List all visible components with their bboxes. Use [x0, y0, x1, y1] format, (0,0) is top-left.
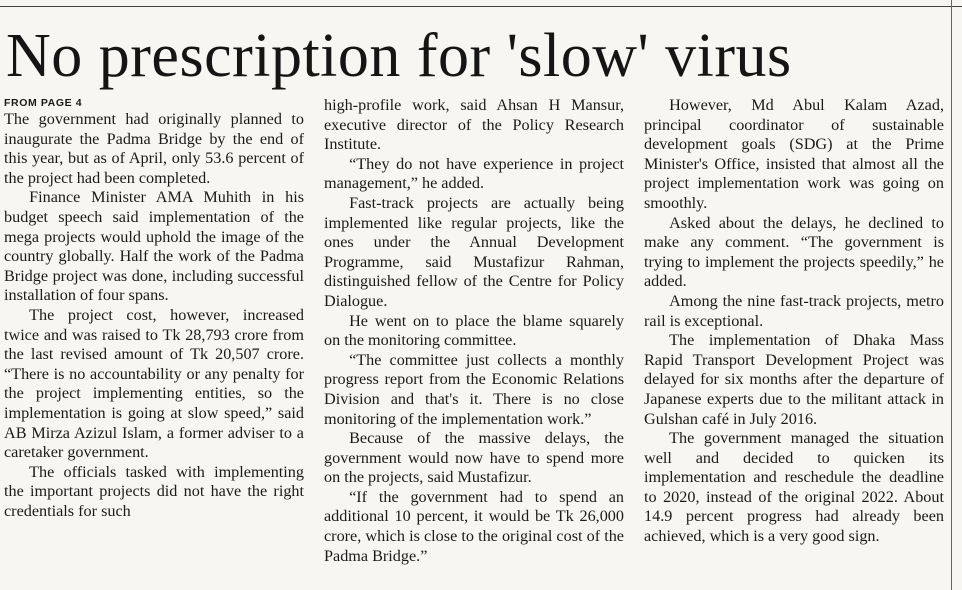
paragraph: He went on to place the blame squarely on the monitoring committee. — [324, 311, 624, 350]
paragraph: The implementation of Dhaka Mass Rapid Transport Development Project was delayed for six months after the departure of Japanese experts due to the militant attack in Gulshan café in July 2016. — [644, 331, 944, 428]
paragraph: The government had originally planned to inaugurate the Padma Bridge by the end of this year, but as of April, only 53.6 percent of the project had been completed. — [4, 110, 304, 187]
paragraph: “The committee just collects a monthly progress report from the Economic Relations Division and that's it. There is no close monitoring of the implementation work.” — [324, 350, 624, 428]
column-rule-right — [951, 0, 952, 590]
headline: No prescription for 'slow' virus — [6, 22, 792, 90]
paragraph: high-profile work, said Ahsan H Mansur, executive director of the Policy Research Institute. — [324, 96, 624, 154]
paragraph: The officials tasked with implementing the important projects did not have the right credentials for such — [4, 462, 304, 520]
top-rule — [0, 6, 962, 7]
article-column-3 — [644, 96, 944, 547]
paragraph: The project cost, however, increased twice and was raised to Tk 28,793 crore from the last revised amount of Tk 20,507 crore. “There is no accountability or any penalty for the project implementing entities, so the implementation is going at slow speed,” said AB Mirza Azizul Islam, a former adviser to a caretaker government. — [4, 305, 304, 462]
paragraph: “If the government had to spend an additional 10 percent, it would be Tk 26,000 crore, which is close to the original cost of the Padma Bridge.” — [324, 487, 624, 565]
paragraph: Finance Minister AMA Muhith in his budget speech said implementation of the mega projects would uphold the image of the country globally. Half the work of the Padma Bridge project was done, including successful installation of four spans. — [4, 188, 304, 305]
paragraph: The government managed the situation well and decided to quicken its implementation and reschedule the deadline to 2020, instead of the original 2022. About 14.9 percent progress had already been achieved, which is a very good sign. — [644, 429, 944, 546]
paragraph: “They do not have experience in project management,” he added. — [324, 154, 624, 193]
paragraph: Among the nine fast-track projects, metro rail is exceptional. — [644, 291, 944, 330]
paragraph: Fast-track projects are actually being implemented like regular projects, like the ones under the Annual Development Programme, said Mustafizur Rahman, distinguished fellow of the Centre for Policy Dialogue. — [324, 193, 624, 310]
article-column-1 — [4, 96, 304, 521]
paragraph: Asked about the delays, he declined to make any comment. “The government is trying to implement the projects speedily,” he added. — [644, 213, 944, 291]
paragraph: However, Md Abul Kalam Azad, principal coordinator of sustainable development goals (SDG) at the Prime Minister's Office, insisted that almost all the project implementation work was going on smoothly. — [644, 96, 944, 212]
paragraph: Because of the massive delays, the government would now have to spend more on the projects, said Mustafizur. — [324, 429, 624, 487]
article-column-2 — [324, 96, 624, 566]
continuation-kicker: FROM PAGE 4 — [4, 97, 83, 109]
